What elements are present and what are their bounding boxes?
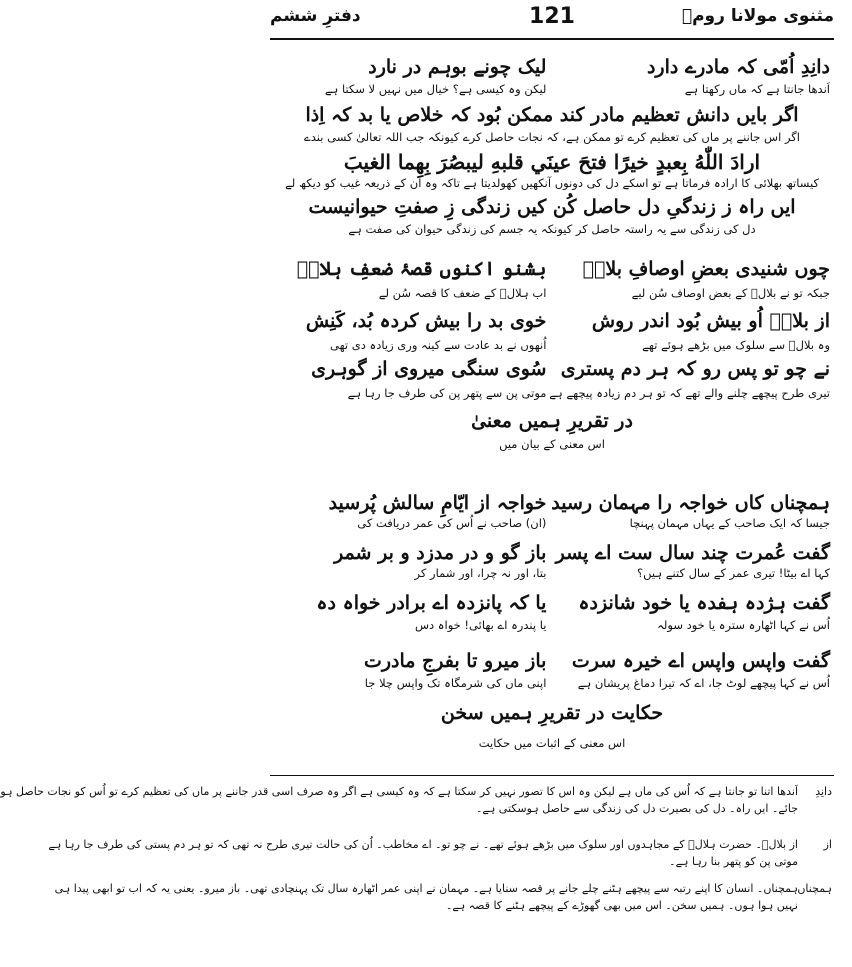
translation-line: اگر اس جاننے پر ماں کی تعظیم کرے تو ممکن ہے، کہ نجات حاصل کرے کیونکہ جب اللہ تعالیٰ کسی بندے bbox=[304, 130, 800, 144]
hemistich-right: اُس نے کہا اٹھارہ سترہ یا خود سولہ bbox=[657, 618, 830, 632]
footnote-marker: از bbox=[823, 838, 832, 851]
section-heading: در تقریرِ ہمیں معنیٰ bbox=[471, 410, 633, 432]
footnote-line: جائے۔ ایں راہ۔ دل کی بصیرت دل کی زندگی سے حاصل ہوسکتی ہے۔ bbox=[475, 802, 798, 815]
footnote-rule bbox=[270, 775, 834, 776]
footnote-line: از بلالؓ۔ حضرت ہلالؓ کے مجاہدوں اور سلوک میں بڑھے ہوئے تھے۔ نے چو تو۔ اے مخاطب۔ اُن کی حالت تیری طرح نہ تھی کہ تو ہر دم پستی کی طرف جا رہا ہے bbox=[48, 838, 798, 851]
hemistich-right: گفت واپس واپس اے خیرہ سرت bbox=[571, 650, 830, 672]
footnote-text bbox=[48, 836, 798, 870]
book-section: دفترِ ششم bbox=[270, 6, 361, 26]
hemistich-right: اُس نے کہا پیچھے لوٹ جا، اے کہ تیرا دماغ پریشان ہے bbox=[577, 676, 830, 690]
hemistich-left: یا پندرہ اے بھائی! خواہ دس bbox=[414, 618, 547, 632]
hemistich-left: اپنی ماں کی شرمگاہ تک واپس چلا جا bbox=[364, 676, 547, 690]
hemistich-right: گفت عُمرت چند سال ست اے پسر bbox=[555, 542, 830, 564]
hemistich-left: خواجہ از ایّامِ سالش پُرسید bbox=[328, 492, 547, 514]
running-title: مثنوی مولانا رومؒ bbox=[681, 6, 834, 26]
hemistich-right: چوں شنیدی بعضِ اوصافِ بلالؓ bbox=[582, 258, 830, 280]
footnote bbox=[54, 880, 832, 914]
hemistich-left: بشنو اکنوں قصۂ ضعفِ ہلالؓ bbox=[296, 258, 547, 280]
page-header bbox=[270, 4, 834, 38]
hemistich-left: موتی پن سے پتھر پن کی طرف جا رہا ہے bbox=[347, 386, 547, 400]
header-rule bbox=[270, 38, 834, 40]
hemistich-right: وہ بلالؓ سے سلوک میں بڑھے ہوئے تھے bbox=[642, 338, 830, 352]
footnote-line: موتی پن کو پتھر بنا رہا ہے۔ bbox=[669, 855, 798, 868]
hemistich-left: لیک چونے بوہم در نارد bbox=[368, 56, 547, 78]
footnote-marker: دانِدِ bbox=[815, 785, 832, 798]
hemistich-right: جیسا کہ ایک صاحب کے یہاں مہمان پہنچا bbox=[629, 516, 830, 530]
hemistich-left: باز گو و در مدزد و بر شمر bbox=[334, 542, 547, 564]
hemistich-right: کہا اے بیٹا! تیری عمر کے سال کتنے ہیں؟ bbox=[637, 566, 830, 580]
footnote-marker: ہمچناں bbox=[797, 882, 832, 895]
verse-line: اگر بایں دانش تعظیم مادر کند ممکن بُود کہ خلاص یا بد کہ اِذا bbox=[305, 104, 799, 126]
translation-line: اس معنی کے اثبات میں حکایت bbox=[478, 736, 626, 750]
hemistich-right: تیری طرح پیچھے چلنے والے تھے کہ تو ہر دم زیادہ پیچھے ہے bbox=[549, 386, 830, 400]
hemistich-left: بتا، اور نہ چرا، اور شمار کر bbox=[414, 566, 547, 580]
footnote-text bbox=[54, 880, 798, 914]
translation-line: اس معنی کے بیان میں bbox=[499, 437, 605, 451]
hemistich-left: اب ہلالؓ کے ضعف کا قصہ سُن لے bbox=[378, 286, 547, 300]
hemistich-left: اُنھوں نے بد عادت سے کینہ وری زیادہ دی تھی bbox=[330, 338, 547, 352]
footnote-line: نہیں ہوا ہوں۔ ہمیں سخن۔ اس میں بھی گھوڑے کے پیچھے ہٹنے کا قصہ ہے۔ bbox=[445, 899, 798, 912]
hemistich-right: جبکہ تو نے بلالؓ کے بعض اوصاف سُن لیے bbox=[631, 286, 830, 300]
hemistich-right: گفت ہژدہ ہفدہ یا خود شانزدہ bbox=[578, 592, 830, 614]
hemistich-right: دانِدِ اُمّی کہ مادرے دارد bbox=[646, 56, 830, 78]
hemistich-left: لیکن وہ کیسی ہے؟ خیال میں نہیں لا سکتا ہے bbox=[324, 82, 547, 96]
section-heading: حکایت در تقریرِ ہمیں سخن bbox=[440, 702, 664, 724]
hemistich-right: از بلالؓ اُو بیش بُود اندر روش bbox=[591, 310, 830, 332]
hemistich-left: باز میرو تا بفرجِ مادرت bbox=[363, 650, 547, 672]
page-number: 121 bbox=[529, 4, 575, 29]
hemistich-right: نے چو تو پس رو کہ ہر دم پستری bbox=[560, 358, 830, 380]
hemistich-left: خوی بد را بیش کردہ بُد، کَنِش bbox=[305, 310, 547, 332]
footnote-line: ہمچناں۔ انسان کا اپنے رتبہ سے پیچھے ہٹنے چلے جانے پر قصہ سنایا ہے۔ مہمان نے اپنی عمر اٹھارہ سال تک پہنچادی تھی۔ باز میرو۔ یعنی یہ کہ اب تو ابھی پیدا ہی bbox=[54, 882, 798, 895]
footnote bbox=[48, 836, 832, 870]
arabic-quote: ارادَ اللّٰهُ بِعبدٍ خيرًا فتحَ عينَي قلبهِ ليبصُرَ بِهِما الغيبَ bbox=[343, 150, 761, 174]
footnote bbox=[0, 783, 832, 817]
hemistich-left: (ان) صاحب نے اُس کی عمر دریافت کی bbox=[357, 516, 547, 530]
footnote-text bbox=[0, 783, 798, 817]
verse-line: ایں راہ ز زندگیِ دل حاصل کُن کیں زندگی زِ صفتِ حیوانیست bbox=[308, 196, 796, 218]
hemistich-right: ہمچناں کاں خواجہ را مہمان رسید bbox=[551, 492, 830, 514]
footnote-line: اَندھا اتنا تو جانتا ہے کہ اُس کی ماں ہے لیکن وہ اس کا تصور نہیں کر سکتا ہے کہ وہ کیسی ہے اگر وہ صرف اسی قدر جاننے پر ماں کی تعظیم کرے تو اُس کو نجات حاصل ہو bbox=[0, 785, 798, 798]
hemistich-left: یا کہ پانزدہ اے برادر خواہ دہ bbox=[316, 592, 547, 614]
translation-line: دل کی زندگی سے یہ راستہ حاصل کر کیونکہ یہ جسم کی زندگی حیوان کی صفت ہے bbox=[348, 222, 756, 236]
translation-line: کیساتھ بھلائی کا ارادہ فرماتا ہے تو اسکے دل کی دونوں آنکھیں کھولدیتا ہے تاکہ وہ ان کے ذریعہ غیب کو دیکھ لے bbox=[285, 176, 819, 190]
hemistich-left: سُوی سنگی میروی از گوہری bbox=[311, 358, 547, 380]
hemistich-right: اَندھا جانتا ہے کہ ماں رکھتا ہے bbox=[684, 82, 830, 96]
